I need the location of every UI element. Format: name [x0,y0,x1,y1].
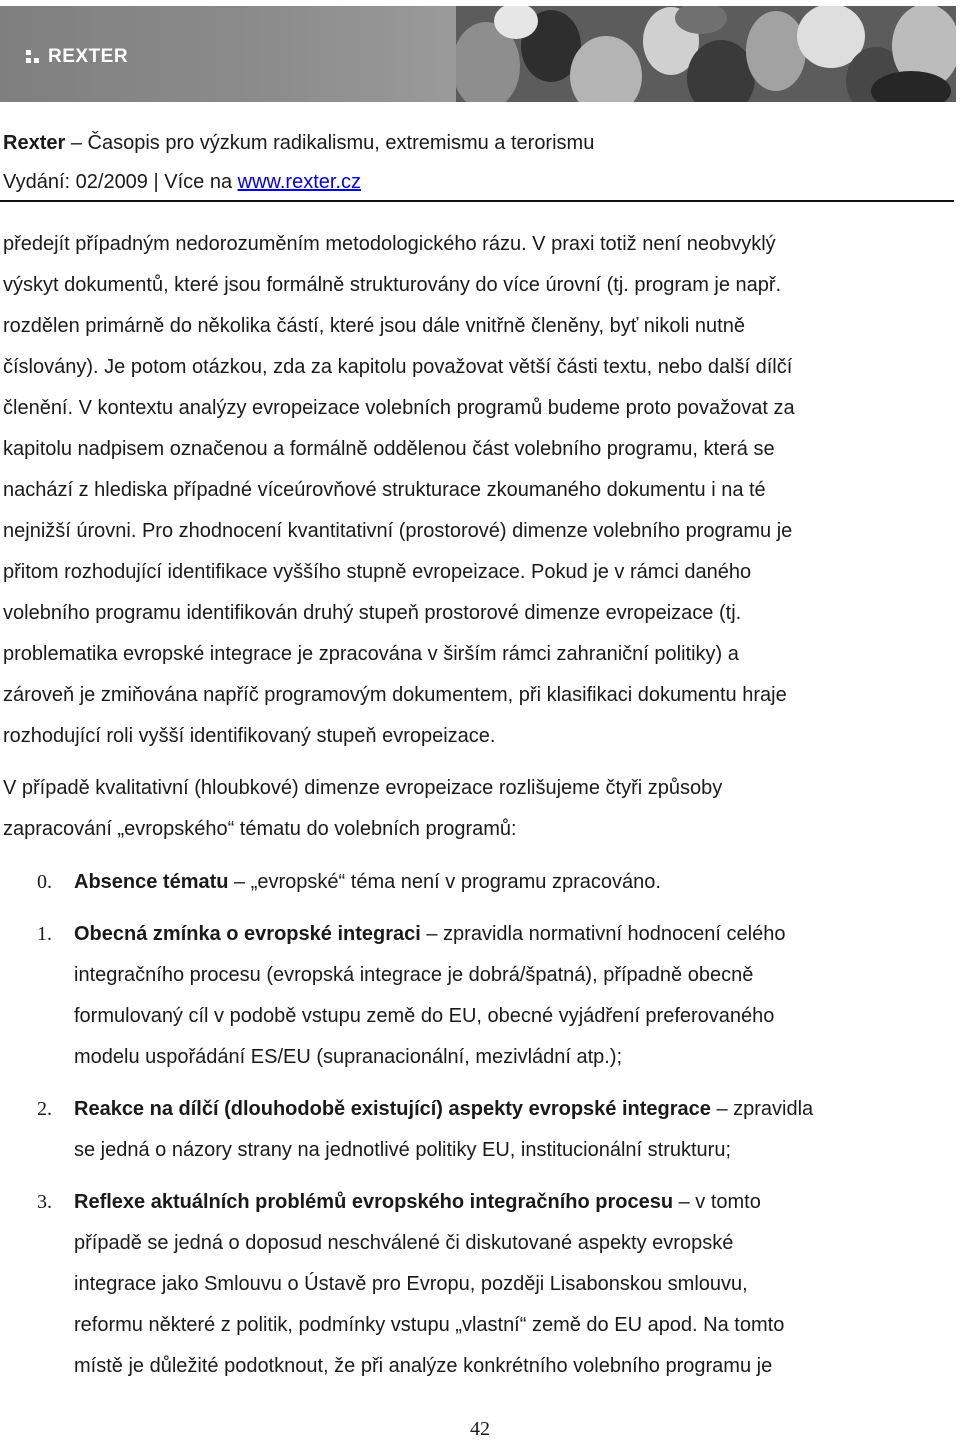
list-item-text: modelu uspořádání ES/EU (supranacionální, mezivládní atp.); [74,1046,623,1068]
categories-list [0,862,956,1387]
list-item [0,914,956,1078]
text-line: zároveň je zmiňována napříč programovým dokumentem, při klasifikaci dokumentu hraje [3,684,787,706]
issue-info: Vydání: 02/2009 | Více na [3,171,238,193]
list-item [0,862,956,903]
text-line: kapitolu nadpisem označenou a formálně oddělenou část volebního programu, která se [3,438,775,460]
list-number: 3. [37,1191,52,1213]
list-number: 2. [37,1098,52,1120]
list-item-text: integračního procesu (evropská integrace je dobrá/špatná), případně obecně [74,964,754,986]
list-item-text: – „evropské“ téma není v programu zpracováno. [228,871,661,893]
title-dash: – [70,132,88,154]
list-item-text: případě se jedná o doposud neschválené či diskutované aspekty evropské [74,1232,734,1254]
intro-line: zapracování „evropského“ tématu do volebních programů: [3,818,517,840]
text-line: nejnižší úrovni. Pro zhodnocení kvantitativní (prostorové) dimenze volebního programu je [3,520,793,542]
rexter-logo [26,46,128,68]
list-item-heading: Obecná zmínka o evropské integraci [74,923,421,945]
list-item-text: reformu některé z politik, podmínky vstupu „vlastní“ země do EU apod. Na tomto [74,1314,785,1336]
list-item-text: – v tomto [673,1191,761,1213]
list-number: 1. [37,923,52,945]
crowd-photo [456,6,956,102]
journal-name: Rexter [3,132,66,154]
logo-mark-icon [26,50,40,64]
list-item [0,1182,956,1387]
list-item-heading: Reflexe aktuálních problémů evropského integračního procesu [74,1191,674,1213]
text-line: rozhodující roli vyšší identifikovaný stupeň evropeizace. [3,725,496,747]
page-number: 42 [470,1418,490,1440]
issue-line [3,167,953,197]
text-line: přitom rozhodující identifikace vyššího stupně evropeizace. Pokud je v rámci daného [3,561,752,583]
text-line: členění. V kontextu analýzy evropeizace volebních programů budeme proto považovat za [3,397,795,419]
list-item-text: formulovaný cíl v podobě vstupu země do EU, obecné vyjádření preferovaného [74,1005,775,1027]
list-item-text: – zpravidla [710,1098,814,1120]
list-item [0,1089,956,1171]
list-item-text: – zpravidla normativní hodnocení celého [420,923,786,945]
text-line: problematika evropské integrace je zpracována v širším rámci zahraniční politiky) a [3,643,739,665]
list-number: 0. [37,871,52,893]
journal-subtitle: Časopis pro výzkum radikalismu, extremismu a terorismu [87,132,595,154]
text-line: výskyt dokumentů, které jsou formálně strukturovány do více úrovní (tj. program je např. [3,274,782,296]
text-line: nachází z hlediska případné víceúrovňové strukturace zkoumaného dokumentu i na té [3,479,766,501]
intro-line: V případě kvalitativní (hloubkové) dimenze evropeizace rozlišujeme čtyři způsoby [3,777,723,799]
logo-text: REXTER [48,46,129,67]
text-line: číslovány). Je potom otázkou, zda za kapitolu považovat větší části textu, nebo další dílčí [3,356,793,378]
list-item-text: integrace jako Smlouvu o Ústavě pro Evropu, později Lisabonskou smlouvu, [74,1273,748,1295]
text-line: rozdělen primárně do několika částí, které jsou dále vnitřně členěny, byť nikoli nutně [3,315,745,337]
list-item-text: se jedná o názory strany na jednotlivé politiky EU, institucionální strukturu; [74,1139,732,1161]
website-link[interactable]: www.rexter.cz [237,171,361,193]
list-item-heading: Reakce na dílčí (dlouhodobě existující) aspekty evropské integrace [74,1098,711,1120]
main-text [3,224,955,850]
masthead [3,128,953,206]
text-line: volebního programu identifikován druhý stupeň prostorové dimenze evropeizace (tj. [3,602,742,624]
list-item-text: místě je důležité podotknout, že při analýze konkrétního volebního programu je [74,1355,773,1377]
paragraph-gap [3,757,955,768]
header-banner [0,6,956,102]
header-divider [0,200,954,202]
journal-title-line [3,128,953,158]
list-item-heading: Absence tématu [74,871,229,893]
text-line: předejít případným nedorozuměním metodologického rázu. V praxi totiž není neobvyklý [3,233,776,255]
